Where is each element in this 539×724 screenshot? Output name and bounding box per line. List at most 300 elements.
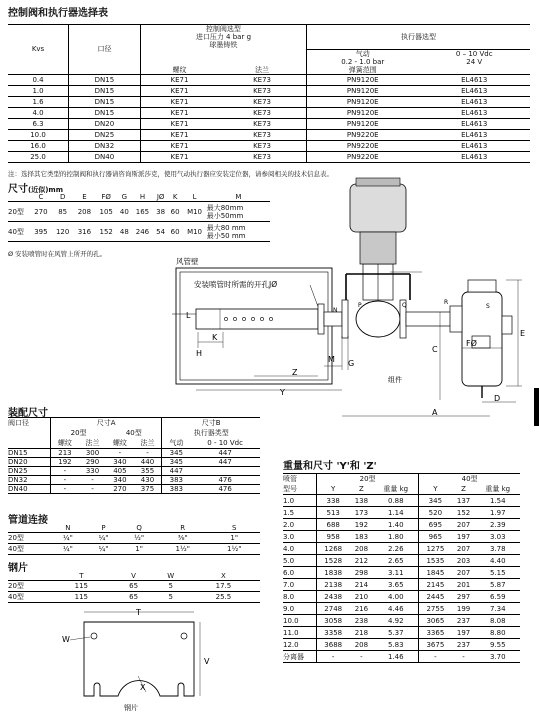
- weight-cell: 212: [354, 556, 369, 565]
- weight-cell: 0.88: [387, 496, 404, 505]
- pipe-cell: 1": [230, 534, 239, 542]
- weight-cell: 345: [419, 495, 452, 507]
- weight-cell: 207: [456, 568, 471, 577]
- dims-cell: 38: [156, 207, 166, 216]
- dims-cell: 208: [77, 207, 92, 216]
- dims-cell: 40: [119, 207, 129, 216]
- assembly-table: [8, 417, 260, 494]
- weight-cell: 197: [456, 628, 471, 637]
- weight-cell: 1.40: [387, 520, 404, 529]
- table-row: [8, 151, 530, 162]
- plate-cell: 5: [168, 593, 173, 601]
- asm-cell: -: [118, 449, 122, 457]
- sel-cell: DN40: [69, 151, 141, 162]
- plate-table: [8, 572, 260, 603]
- asm-cell: 345: [162, 449, 190, 458]
- table-row: [8, 85, 530, 96]
- weight-cell: 2.65: [387, 556, 404, 565]
- plate-cell: 65: [129, 582, 139, 590]
- weight-cell: 5.37: [387, 628, 404, 637]
- weight-cell: 5.15: [489, 568, 506, 577]
- sel-cell: DN25: [69, 129, 141, 140]
- sel-cell: PN9220E: [306, 129, 418, 140]
- dims-header: L: [192, 193, 197, 201]
- weight-cell: -: [462, 652, 465, 661]
- valve-body: [356, 301, 400, 337]
- asm-cell: 375: [140, 485, 155, 493]
- dims-header: JØ: [156, 193, 165, 201]
- plate-caption: 钢片: [124, 704, 138, 712]
- sel-cell: 16.0: [30, 141, 46, 150]
- a-40-header: 40型: [125, 429, 142, 437]
- dims-cell: 152: [99, 227, 113, 236]
- conn-P: P: [358, 302, 362, 309]
- weight-cell: 297: [456, 592, 471, 601]
- plate-header: X: [221, 572, 226, 580]
- sel-cell: DN15: [69, 107, 141, 118]
- dims-cell: 120: [55, 227, 70, 236]
- weight-cell: 1275: [419, 543, 452, 555]
- plate-model: 20型: [8, 582, 24, 590]
- assembly-label: 组件: [388, 376, 402, 384]
- dims-cell: M10: [187, 207, 203, 216]
- table-row: [283, 555, 520, 567]
- weight-cell: 2.39: [489, 520, 506, 529]
- weight-cell: 4.92: [387, 616, 404, 625]
- separator-row: [283, 651, 520, 663]
- pipe-cell: 1½": [175, 545, 190, 553]
- weight-cell: 237: [456, 640, 471, 649]
- asm-cell: -: [91, 476, 94, 484]
- weight-cell: 3.11: [387, 568, 404, 577]
- asm-cell: 290: [85, 458, 100, 466]
- plate-hole-left: [91, 633, 97, 639]
- sel-cell: KE71: [140, 129, 218, 140]
- dims-cell: 395: [34, 227, 48, 236]
- weight-cell: 199: [456, 604, 471, 613]
- weight-cell: 688: [317, 519, 350, 531]
- pipe-cell: ½": [134, 534, 145, 542]
- size-A-header: 尺寸A: [51, 418, 162, 429]
- weight-cell: 965: [419, 531, 452, 543]
- weight-cell: 183: [354, 532, 369, 541]
- wall-flange: [318, 304, 324, 334]
- weight-cell: 137: [456, 496, 471, 505]
- table-row: [8, 533, 260, 544]
- weight-cell: 10.0: [283, 616, 299, 625]
- table-row: [283, 507, 520, 519]
- weight-cell: 238: [354, 616, 369, 625]
- asm-cell: 213: [51, 449, 79, 458]
- sel-cell: PN9120E: [306, 74, 418, 85]
- plate-title: 钢片: [8, 563, 28, 574]
- pipe-cell: ¼": [62, 534, 73, 542]
- a-40-flanged: 法兰: [140, 439, 155, 447]
- dims-M-range: 最大80 mm 最小50 mm: [206, 223, 246, 240]
- weight-cell: 3688: [317, 639, 350, 651]
- w-40-kg: 重量 kg: [485, 485, 511, 493]
- asm-cell: DN15: [8, 449, 28, 457]
- table-row: [8, 581, 260, 592]
- a-20-header: 20型: [51, 428, 107, 438]
- sel-cell: PN9120E: [306, 118, 418, 129]
- plate-drawing: [56, 606, 236, 720]
- conn-R: R: [444, 299, 449, 306]
- weight-cell: 5.0: [283, 556, 295, 565]
- sel-cell: 25.0: [30, 152, 46, 161]
- plate-hole-right: [181, 633, 187, 639]
- table-row: [283, 567, 520, 579]
- sel-cell: EL4613: [461, 119, 488, 128]
- weight-cell: 1528: [317, 555, 350, 567]
- weight-cell: 218: [354, 628, 369, 637]
- weight-cell: 4.46: [387, 604, 404, 613]
- weight-cell: 9.0: [283, 604, 295, 613]
- weight-cell: 4.00: [387, 592, 404, 601]
- actuator-housing: [350, 184, 406, 232]
- plate-dim-X: X: [140, 683, 146, 692]
- weight-cell: 8.0: [283, 592, 295, 601]
- a-20-threaded: 螺纹: [51, 438, 79, 449]
- sel-cell: 10.0: [30, 130, 46, 139]
- table-row: [8, 476, 260, 485]
- pipe-header: S: [232, 524, 237, 532]
- sel-cell: DN32: [69, 140, 141, 151]
- installation-diagram: [150, 176, 535, 420]
- asm-cell: 405: [113, 467, 127, 475]
- weight-cell: 216: [354, 604, 369, 613]
- asm-cell: 383: [162, 485, 190, 494]
- asm-cell: 476: [218, 485, 232, 493]
- w-20-y: Y: [317, 484, 350, 495]
- dims-cell: 60: [170, 207, 180, 216]
- weight-cell: 分离器: [283, 652, 304, 661]
- dim-G: G: [348, 359, 355, 368]
- sel-cell: KE71: [140, 96, 218, 107]
- dims-cell: 246: [135, 227, 150, 236]
- pipe-spool: [324, 312, 342, 326]
- weight-cell: 695: [419, 519, 452, 531]
- asm-cell: -: [51, 467, 79, 476]
- sel-cell: KE73: [253, 108, 271, 117]
- weight-cell: 1.5: [283, 508, 295, 517]
- weight-cell: 207: [456, 520, 471, 529]
- weight-cell: 207: [456, 544, 471, 553]
- sel-cell: 1.6: [32, 97, 44, 106]
- weight-cell: 513: [317, 507, 350, 519]
- asm-cell: -: [146, 449, 149, 457]
- pipe-header: Q: [136, 524, 142, 532]
- weight-cell: 3065: [419, 615, 452, 627]
- table-row: [283, 495, 520, 507]
- plate-dim-W: W: [62, 635, 70, 644]
- plate-header: V: [131, 572, 136, 580]
- weight-cell: 12.0: [283, 640, 299, 649]
- w-20-kg: 重量 kg: [383, 485, 409, 493]
- sel-cell: KE71: [140, 151, 218, 162]
- selection-title: 控制阀和执行器选择表: [8, 8, 108, 19]
- dims-cell: 105: [99, 207, 113, 216]
- sel-cell: EL4613: [461, 86, 488, 95]
- dims-header: M: [235, 193, 242, 201]
- weight-cell: 138: [354, 496, 369, 505]
- sel-cell: KE73: [253, 75, 271, 84]
- dims-cell: 316: [77, 227, 92, 236]
- weight-cell: 520: [419, 507, 452, 519]
- dim-C: C: [432, 345, 438, 354]
- weight-cell: 1.46: [387, 652, 404, 661]
- weight-cell: 173: [354, 508, 369, 517]
- asm-cell: -: [51, 476, 79, 485]
- asm-cell: 300: [85, 449, 100, 457]
- sel-cell: PN9120E: [306, 96, 418, 107]
- dims-cell: 165: [135, 207, 150, 216]
- weight-cell: 203: [456, 556, 471, 565]
- weight-cell: 1.54: [489, 496, 506, 505]
- pipe-title: 管道连接: [8, 515, 48, 526]
- weight-cell: -: [360, 652, 363, 661]
- table-row: [8, 458, 260, 467]
- dims-header: D: [59, 193, 66, 201]
- table-row: [283, 615, 520, 627]
- asm-cell: 383: [162, 476, 190, 485]
- table-row: [283, 519, 520, 531]
- dim-Y: Y: [280, 388, 285, 397]
- asm-cell: DN40: [8, 485, 28, 493]
- weight-cell: 2438: [317, 591, 350, 603]
- table-row: [283, 531, 520, 543]
- dims-note: Ø 安装喷管时在风管上所开的孔。: [8, 250, 107, 258]
- nozzle-model-header: 喷管 型号: [283, 475, 297, 493]
- conn-Q: Q: [402, 302, 407, 309]
- weight-cell: 2755: [419, 603, 452, 615]
- asm-cell: 270: [113, 485, 127, 493]
- conn-N: N: [333, 307, 338, 314]
- weight-cell: 1268: [317, 543, 350, 555]
- dims-header: FØ: [101, 193, 111, 201]
- table-row: [8, 485, 260, 494]
- b-electric: 0 - 10 Vdc: [207, 439, 243, 447]
- asm-cell: 355: [140, 467, 155, 475]
- weight-cell: 208: [354, 640, 369, 649]
- plate-dim-V: V: [204, 657, 210, 666]
- weight-cell: 192: [354, 520, 369, 529]
- pipe-table: [8, 524, 260, 555]
- asm-cell: 192: [51, 458, 79, 467]
- sel-cell: EL4613: [461, 141, 488, 150]
- sel-cell: 0.4: [32, 75, 44, 84]
- threaded-header: 螺纹: [140, 49, 218, 74]
- asm-cell: DN20: [8, 458, 28, 466]
- plate-cell: 115: [74, 593, 89, 601]
- weight-cell: 3.78: [489, 544, 506, 553]
- sel-cell: KE73: [253, 119, 271, 128]
- conn-S: S: [486, 303, 490, 310]
- weight-cell: 6.0: [283, 568, 295, 577]
- sel-cell: 6.3: [32, 119, 44, 128]
- sel-cell: PN9120E: [306, 85, 418, 96]
- table-row: [8, 129, 530, 140]
- dims-header: E: [82, 193, 87, 201]
- sel-cell: EL4613: [461, 97, 488, 106]
- weight-cell: 1.14: [387, 508, 404, 517]
- weight-cell: 1845: [419, 567, 452, 579]
- weight-cell: 298: [354, 568, 369, 577]
- weight-cell: 3675: [419, 639, 452, 651]
- asm-cell: 476: [218, 476, 232, 484]
- kvs-header: Kvs: [31, 45, 45, 54]
- asm-cell: 440: [140, 458, 155, 466]
- weight-cell: 2138: [317, 579, 350, 591]
- table-row: [8, 544, 260, 555]
- actuator-group-header: 执行器选型: [306, 25, 530, 50]
- dim-A: A: [432, 408, 438, 417]
- table-row: [8, 96, 530, 107]
- w-20-header: 20型: [317, 474, 419, 485]
- asm-cell: 430: [140, 476, 155, 484]
- sel-cell: EL4613: [461, 108, 488, 117]
- weight-table: [283, 473, 520, 663]
- table-row: [8, 592, 260, 603]
- weight-cell: 214: [354, 580, 369, 589]
- dims-model: 20型: [8, 207, 24, 216]
- weight-cell: 208: [354, 544, 369, 553]
- selection-table: [8, 24, 530, 163]
- size-B-header: 尺寸B: [162, 418, 260, 429]
- weight-cell: 201: [456, 580, 471, 589]
- sel-cell: EL4613: [461, 130, 488, 139]
- plate-cell: 5: [168, 582, 173, 590]
- table-row: [8, 107, 530, 118]
- pipe-header: R: [180, 524, 186, 532]
- a-20-flanged: 法兰: [85, 439, 100, 447]
- weight-cell: 3358: [317, 627, 350, 639]
- asm-cell: -: [91, 485, 94, 493]
- weight-cell: 2145: [419, 579, 452, 591]
- electric-header: 0 – 10 Vdc 24 V: [455, 49, 493, 66]
- a-40-threaded: 螺纹: [112, 439, 127, 447]
- plate-header: W: [167, 572, 175, 580]
- w-40-z: Z: [461, 485, 466, 493]
- dims-header: K: [172, 193, 178, 201]
- sel-cell: KE73: [253, 97, 271, 106]
- sel-cell: 1.0: [32, 86, 44, 95]
- sel-cell: KE71: [140, 140, 218, 151]
- weight-cell: 5.83: [387, 640, 404, 649]
- sel-cell: KE73: [253, 130, 271, 139]
- weight-cell: 2.26: [387, 544, 404, 553]
- w-40-header: 40型: [419, 474, 520, 485]
- weight-cell: 210: [354, 592, 369, 601]
- asm-cell: 447: [162, 467, 190, 476]
- table-row: [283, 603, 520, 615]
- weight-cell: 237: [456, 616, 471, 625]
- table-row: [8, 140, 530, 151]
- asm-cell: DN25: [8, 467, 28, 475]
- weight-cell: 6.59: [489, 592, 506, 601]
- valve-group-header: 控制阀选型 进口压力 4 bar g 球墨铸铁: [140, 25, 306, 50]
- pipe-cell: ¼": [62, 545, 73, 553]
- sel-cell: EL4613: [461, 152, 488, 161]
- asm-cell: 345: [162, 458, 190, 467]
- weight-cell: -: [317, 651, 350, 663]
- table-row: [283, 579, 520, 591]
- dims-cell: 60: [170, 227, 180, 236]
- weight-cell: 7.0: [283, 580, 295, 589]
- weight-cell: 4.0: [283, 544, 295, 553]
- page-edge-tab: [534, 388, 539, 426]
- weight-cell: 2748: [317, 603, 350, 615]
- dim-L: L: [186, 311, 191, 320]
- dims-title: 尺寸(近似)mm: [8, 184, 63, 195]
- spring-range-header: 弹簧范围: [306, 66, 418, 75]
- w-20-z: Z: [358, 485, 364, 493]
- weight-cell: 1.80: [387, 532, 404, 541]
- pipe-cell: 1½": [227, 545, 242, 553]
- asm-cell: 340: [113, 458, 127, 466]
- hole-note: 安装喷管时所需的开孔JØ: [194, 280, 278, 289]
- dims-header: G: [121, 193, 128, 201]
- sel-cell: DN15: [69, 85, 141, 96]
- sel-cell: PN9220E: [306, 151, 418, 162]
- weight-cell: 958: [317, 531, 350, 543]
- plate-cell: 25.5: [215, 593, 232, 601]
- weight-cell: 5.87: [489, 580, 506, 589]
- weight-cell: 7.34: [489, 604, 506, 613]
- actuator-neck: [360, 232, 396, 264]
- weight-title: 重量和尺寸 'Y'和 'Z': [283, 461, 377, 472]
- plate-cell: 115: [74, 582, 89, 590]
- weight-cell: 2445: [419, 591, 452, 603]
- dim-F: FØ: [466, 339, 477, 348]
- table-row: [283, 543, 520, 555]
- pipe-header: N: [65, 524, 71, 532]
- dims-M-range: 最大80mm 最小50mm: [206, 203, 244, 220]
- weight-cell: 197: [456, 532, 471, 541]
- weight-cell: 1838: [317, 567, 350, 579]
- asm-cell: DN32: [8, 476, 28, 484]
- bore-header: 口径: [69, 25, 141, 75]
- plate-header: T: [79, 572, 84, 580]
- pipe-cell: ¼": [98, 534, 109, 542]
- dim-D: D: [494, 394, 501, 403]
- table-row: [283, 627, 520, 639]
- weight-cell: 11.0: [283, 628, 299, 637]
- table-row: [8, 449, 260, 458]
- dims-header: H: [139, 193, 146, 201]
- flanged-header: 法兰: [255, 65, 270, 74]
- pipe-cell: ⅜": [177, 534, 188, 542]
- weight-cell: 152: [456, 508, 471, 517]
- duct-wall-label: 风管壁: [176, 257, 199, 266]
- dim-H: H: [196, 349, 203, 358]
- dims-cell: 54: [156, 227, 166, 236]
- b-pneumatic: 气动: [162, 438, 190, 449]
- dim-M: M: [328, 355, 335, 364]
- selection-note: 注：选择其它类型的控制阀和执行器请咨询斯派莎克，使用气动执行器应安装定位器，请参阅相关的技术信息表。: [8, 170, 333, 178]
- dims-header: C: [38, 193, 44, 201]
- sel-cell: KE71: [140, 74, 218, 85]
- sel-cell: EL4613: [461, 75, 488, 84]
- sel-cell: KE71: [140, 107, 218, 118]
- weight-cell: 3365: [419, 627, 452, 639]
- pipe-model: 20型: [8, 534, 24, 542]
- weight-cell: 8.08: [489, 616, 506, 625]
- pipe-cell: ¼": [98, 545, 109, 553]
- weight-cell: 9.55: [489, 640, 506, 649]
- weight-cell: 3058: [317, 615, 350, 627]
- sel-cell: KE73: [253, 86, 271, 95]
